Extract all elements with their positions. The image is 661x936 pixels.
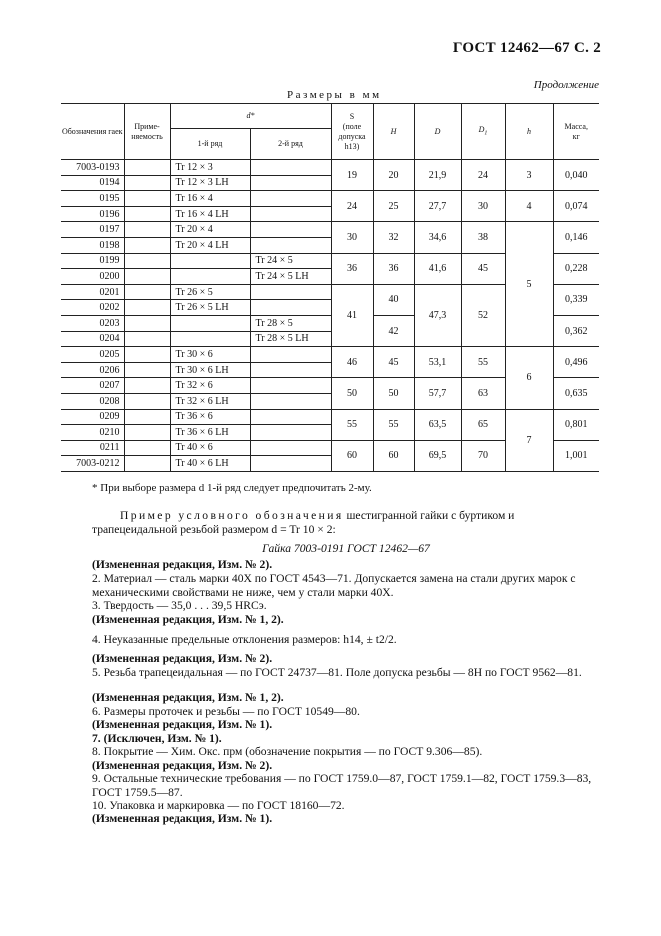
D1-value: 63 — [461, 378, 505, 409]
mass-value: 0,635 — [553, 378, 599, 409]
edition-note: (Измененная редакция, Изм. № 1). — [92, 718, 273, 731]
edition-note: (Измененная редакция, Изм. № 2). — [92, 652, 273, 665]
thread-row2 — [250, 378, 331, 394]
s-value: 60 — [331, 440, 373, 471]
D1-value: 45 — [461, 253, 505, 284]
applicability-cell — [124, 315, 170, 331]
footnote: * При выборе размера d 1-й ряд следует предпочитать 2-му. — [92, 482, 372, 494]
table-row — [61, 347, 599, 363]
thread-row1: Tr 16 × 4 — [170, 191, 250, 207]
dimensions-caption: Размеры в мм — [287, 89, 382, 101]
D-value: 47,3 — [414, 284, 461, 346]
edition-note: (Измененная редакция, Изм. № 1). — [92, 812, 273, 825]
s-value: 24 — [331, 191, 373, 222]
thread-row1: Tr 12 × 3 — [170, 160, 250, 176]
thread-row1: Tr 32 × 6 LH — [170, 393, 250, 409]
H-value: 36 — [373, 253, 414, 284]
thread-row2 — [250, 362, 331, 378]
H-value: 25 — [373, 191, 414, 222]
col-H: H — [373, 104, 414, 160]
H-value: 60 — [373, 440, 414, 471]
h-value: 3 — [505, 160, 553, 191]
thread-row2: Tr 28 × 5 LH — [250, 331, 331, 347]
nut-code: 0197 — [61, 222, 124, 238]
thread-row2 — [250, 237, 331, 253]
applicability-cell — [124, 284, 170, 300]
thread-row1: Tr 30 × 6 LH — [170, 362, 250, 378]
thread-row1 — [170, 253, 250, 269]
s-value: 41 — [331, 284, 373, 346]
applicability-cell — [124, 440, 170, 456]
thread-row2 — [250, 222, 331, 238]
H-value: 45 — [373, 347, 414, 378]
example-paragraph: Пример условного обозначения шестигранной гайки с буртиком и трапецеидальной резьбой размером d = Tr 10 × 2: — [92, 509, 515, 536]
applicability-cell — [124, 425, 170, 441]
h-value: 6 — [505, 347, 553, 409]
edition-note: (Измененная редакция, Изм. № 2). — [92, 558, 273, 571]
dimensions-table — [61, 103, 599, 472]
H-value: 32 — [373, 222, 414, 253]
applicability-cell — [124, 237, 170, 253]
nut-code: 0207 — [61, 378, 124, 394]
s-value: 36 — [331, 253, 373, 284]
nut-code: 7003-0193 — [61, 160, 124, 176]
item-4: 4. Неуказанные предельные отклонения размеров: h14, ± t2/2. — [92, 633, 397, 646]
s-value: 55 — [331, 409, 373, 440]
item-9: 9. Остальные технические требования — по ГОСТ 1759.0—87, ГОСТ 1759.1—82, ГОСТ 1759.3—83, ГОСТ 1759.5—87. — [92, 772, 592, 799]
mass-value: 0,496 — [553, 347, 599, 378]
mass-value: 0,228 — [553, 253, 599, 284]
applicability-cell — [124, 160, 170, 176]
nut-code: 0211 — [61, 440, 124, 456]
edition-note: (Измененная редакция, Изм. № 2). — [92, 759, 273, 772]
col-s: S (поле допуска h13) — [331, 104, 373, 160]
D-value: 34,6 — [414, 222, 461, 253]
nut-code: 0202 — [61, 300, 124, 316]
thread-row1: Tr 16 × 4 LH — [170, 206, 250, 222]
D1-value: 55 — [461, 347, 505, 378]
D-value: 57,7 — [414, 378, 461, 409]
thread-row1: Tr 30 × 6 — [170, 347, 250, 363]
thread-row2 — [250, 191, 331, 207]
table-row — [61, 222, 599, 238]
H-value: 40 — [373, 284, 414, 315]
nut-code: 0205 — [61, 347, 124, 363]
table-row — [61, 409, 599, 425]
thread-row1 — [170, 269, 250, 285]
table-body — [61, 160, 599, 472]
col-designation: Обозначения гаек — [61, 104, 124, 160]
applicability-cell — [124, 409, 170, 425]
s-value: 19 — [331, 160, 373, 191]
thread-row1: Tr 20 × 4 — [170, 222, 250, 238]
col-D: D — [414, 104, 461, 160]
table-row — [61, 160, 599, 176]
applicability-cell — [124, 331, 170, 347]
h-value: 5 — [505, 222, 553, 347]
mass-value: 0,801 — [553, 409, 599, 440]
mass-value: 0,074 — [553, 191, 599, 222]
item-3: 3. Твердость — 35,0 . . . 39,5 HRCэ. — [92, 599, 267, 612]
col-row2: 2-й ряд — [250, 129, 331, 160]
thread-row1: Tr 36 × 6 LH — [170, 425, 250, 441]
h-value: 4 — [505, 191, 553, 222]
mass-value: 0,146 — [553, 222, 599, 253]
thread-row1: Tr 12 × 3 LH — [170, 175, 250, 191]
s-value: 30 — [331, 222, 373, 253]
nut-code: 0200 — [61, 269, 124, 285]
nut-code: 0203 — [61, 315, 124, 331]
D1-value: 70 — [461, 440, 505, 471]
thread-row2 — [250, 284, 331, 300]
thread-row2 — [250, 440, 331, 456]
thread-row2 — [250, 300, 331, 316]
page-header: ГОСТ 12462—67 С. 2 — [452, 40, 601, 56]
D1-value: 30 — [461, 191, 505, 222]
thread-row2 — [250, 160, 331, 176]
thread-row2: Tr 24 × 5 LH — [250, 269, 331, 285]
col-mass: Масса, кг — [553, 104, 599, 160]
thread-row2 — [250, 175, 331, 191]
H-value: 55 — [373, 409, 414, 440]
applicability-cell — [124, 269, 170, 285]
applicability-cell — [124, 191, 170, 207]
example-designation: Гайка 7003-0191 ГОСТ 12462—67 — [262, 542, 430, 555]
D-value: 21,9 — [414, 160, 461, 191]
thread-row2 — [250, 347, 331, 363]
item-5: 5. Резьба трапецеидальная — по ГОСТ 24737—81. Поле допуска резьбы — 8Н по ГОСТ 9562—81. — [92, 666, 582, 679]
mass-value: 0,339 — [553, 284, 599, 315]
nut-code: 0198 — [61, 237, 124, 253]
thread-row1: Tr 26 × 5 — [170, 284, 250, 300]
applicability-cell — [124, 362, 170, 378]
D1-value: 38 — [461, 222, 505, 253]
thread-row1: Tr 32 × 6 — [170, 378, 250, 394]
thread-row2: Tr 28 × 5 — [250, 315, 331, 331]
D1-value: 65 — [461, 409, 505, 440]
applicability-cell — [124, 456, 170, 472]
applicability-cell — [124, 347, 170, 363]
col-h: h — [505, 104, 553, 160]
D1-value: 24 — [461, 160, 505, 191]
applicability-cell — [124, 222, 170, 238]
mass-value: 0,362 — [553, 315, 599, 346]
thread-row2: Tr 24 × 5 — [250, 253, 331, 269]
D-value: 27,7 — [414, 191, 461, 222]
thread-row2 — [250, 425, 331, 441]
applicability-cell — [124, 206, 170, 222]
thread-row1: Tr 36 × 6 — [170, 409, 250, 425]
thread-row2 — [250, 393, 331, 409]
nut-code: 0195 — [61, 191, 124, 207]
item-10: 10. Упаковка и маркировка — по ГОСТ 18160—72. — [92, 799, 345, 812]
D-value: 53,1 — [414, 347, 461, 378]
h-value: 7 — [505, 409, 553, 471]
nut-code: 0209 — [61, 409, 124, 425]
item-2: 2. Материал — сталь марки 40Х по ГОСТ 4543—71. Допускается замена на стали других марок с механическими свойствами не ниже, чем у стали марки 40Х. — [92, 572, 576, 599]
applicability-cell — [124, 378, 170, 394]
nut-code: 0208 — [61, 393, 124, 409]
mass-value: 1,001 — [553, 440, 599, 471]
col-D1: $D_1$ — [461, 104, 505, 160]
D-value: 69,5 — [414, 440, 461, 471]
nut-code: 0206 — [61, 362, 124, 378]
thread-row2 — [250, 206, 331, 222]
nut-code: 0210 — [61, 425, 124, 441]
thread-row1: Tr 26 × 5 LH — [170, 300, 250, 316]
col-d: d* — [170, 104, 331, 129]
nut-code: 0194 — [61, 175, 124, 191]
H-value: 20 — [373, 160, 414, 191]
edition-note: (Измененная редакция, Изм. № 1, 2). — [92, 691, 284, 704]
item-8: 8. Покрытие — Хим. Окс. прм (обозначение покрытия — по ГОСТ 9.306—85). — [92, 745, 483, 758]
thread-row1: Tr 20 × 4 LH — [170, 237, 250, 253]
s-value: 46 — [331, 347, 373, 378]
H-value: 42 — [373, 315, 414, 346]
thread-row1 — [170, 331, 250, 347]
nut-code: 0199 — [61, 253, 124, 269]
nut-code: 0201 — [61, 284, 124, 300]
edition-note: (Измененная редакция, Изм. № 1, 2). — [92, 613, 284, 626]
applicability-cell — [124, 393, 170, 409]
thread-row2 — [250, 456, 331, 472]
D1-value: 52 — [461, 284, 505, 346]
D-value: 41,6 — [414, 253, 461, 284]
col-applicability: Приме- няемость — [124, 104, 170, 160]
nut-code: 0204 — [61, 331, 124, 347]
mass-value: 0,040 — [553, 160, 599, 191]
continuation-label: Продолжение — [533, 79, 599, 91]
applicability-cell — [124, 253, 170, 269]
col-row1: 1-й ряд — [170, 129, 250, 160]
applicability-cell — [124, 300, 170, 316]
thread-row1: Tr 40 × 6 LH — [170, 456, 250, 472]
thread-row2 — [250, 409, 331, 425]
D-value: 63,5 — [414, 409, 461, 440]
nut-code: 0196 — [61, 206, 124, 222]
thread-row1 — [170, 315, 250, 331]
H-value: 50 — [373, 378, 414, 409]
thread-row1: Tr 40 × 6 — [170, 440, 250, 456]
table-row — [61, 191, 599, 207]
item-6: 6. Размеры проточек и резьбы — по ГОСТ 10549—80. — [92, 705, 360, 718]
applicability-cell — [124, 175, 170, 191]
nut-code: 7003-0212 — [61, 456, 124, 472]
s-value: 50 — [331, 378, 373, 409]
item-7: 7. (Исключен, Изм. № 1). — [92, 732, 222, 745]
